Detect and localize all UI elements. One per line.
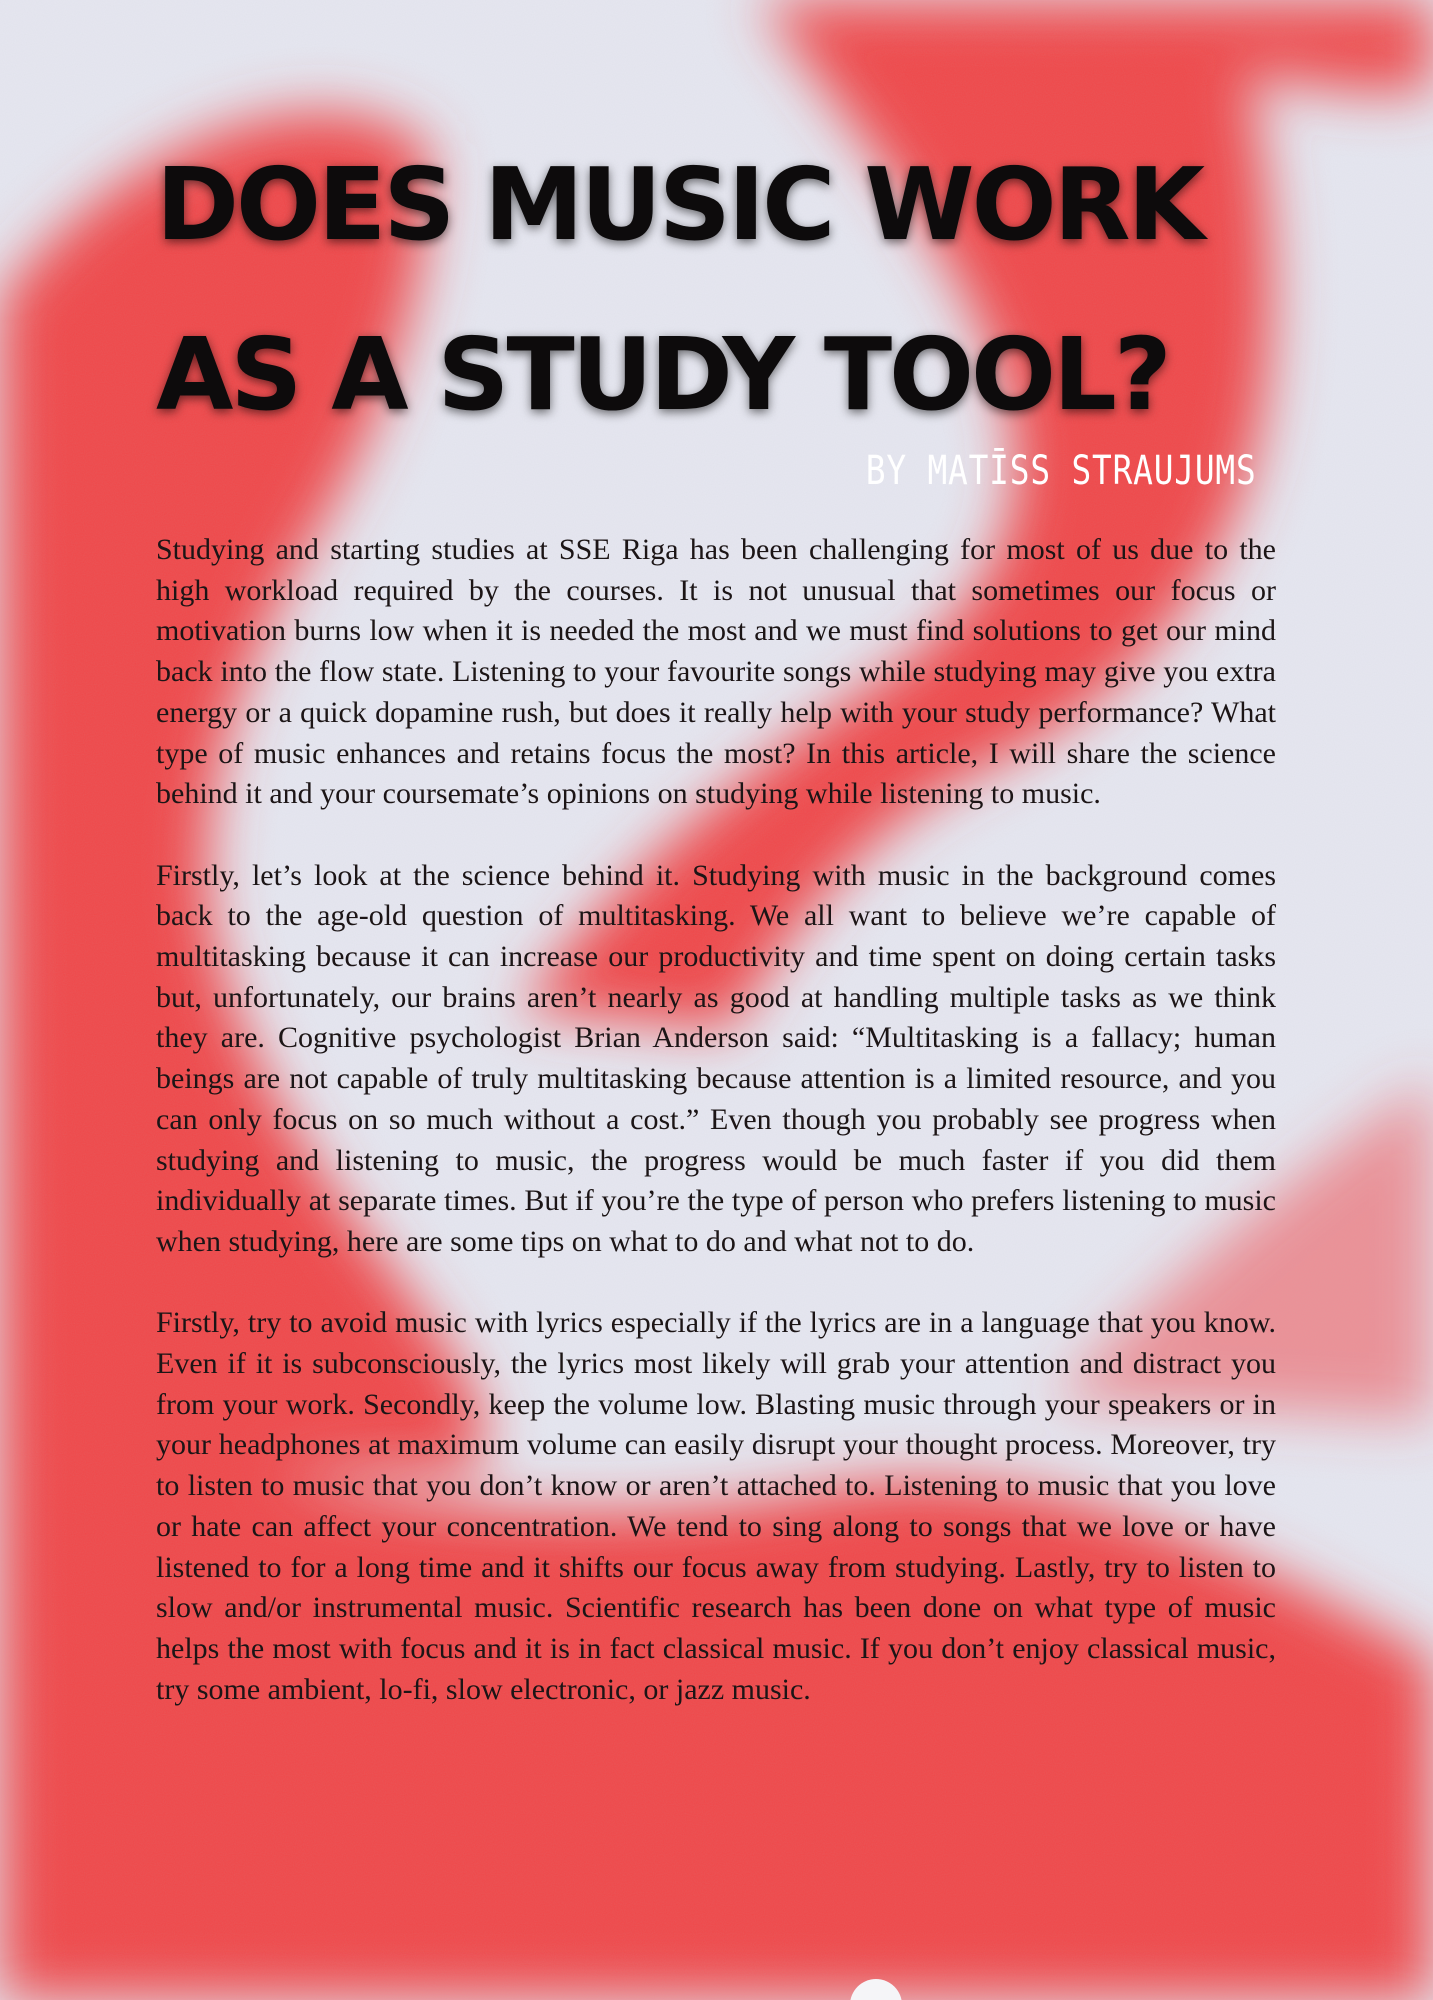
article-body [156, 530, 1276, 1751]
paragraph: Firstly, let’s look at the science behind it. Studying with music in the background comes back to the age-old question of multitasking. We all want to believe we’re capable of multitasking because it can increase our productivity and time spent on doing certain tasks but, unfortunately, our brains aren’t nearly as good at handling multiple tasks as we think they are. Cognitive psychologist Brian Anderson said: “Multitasking is a fallacy; human beings are not capable of truly multitasking because attention is a limited resource, and you can only focus on so much without a cost.” Even though you probably see progress when studying and listening to music, the progress would be much faster if you did them individually at separate times. But if you’re the type of person who prefers listening to music when studying, here are some tips on what to do and what not to do. [156, 858, 1276, 1258]
paragraph: Studying and starting studies at SSE Riga has been challenging for most of us due to the high workload required by the courses. It is not unusual that sometimes our focus or motivation burns low when it is needed the most and we must find solutions to get our mind back into the flow state. Listening to your favourite songs while studying may give you extra energy or a quick dopamine rush, but does it really help with your study performance? What type of music enhances and retains focus the most? In this article, I will share the science behind it and your coursemate’s opinions on studying while listening to music. [156, 533, 1276, 811]
article-title [156, 120, 1306, 460]
author-byline: BY MATĪSS STRAUJUMS [866, 448, 1257, 494]
paragraph: Firstly, try to avoid music with lyrics especially if the lyrics are in a language that you know. Even if it is subconsciously, the lyrics most likely will grab your attention and distract you from your work. Secondly, keep the volume low. Blasting music through your speakers or in your headphones at maximum volume can easily disrupt your thought process. Moreover, try to listen to music that you don’t know or aren’t attached to. Listening to music that you love or hate can affect your concentration. We tend to sing along to songs that we love or have listened to for a long time and it shifts our focus away from studying. Lastly, try to listen to slow and/or instrumental music. Scientific research has been done on what type of music helps the most with focus and it is in fact classical music. If you don’t enjoy classical music, try some ambient, lo-fi, slow electronic, or jazz music. [156, 1306, 1276, 1706]
title-line-1: DOES MUSIC WORK [156, 146, 1203, 263]
title-line-2: AS A STUDY TOOL? [156, 316, 1169, 433]
